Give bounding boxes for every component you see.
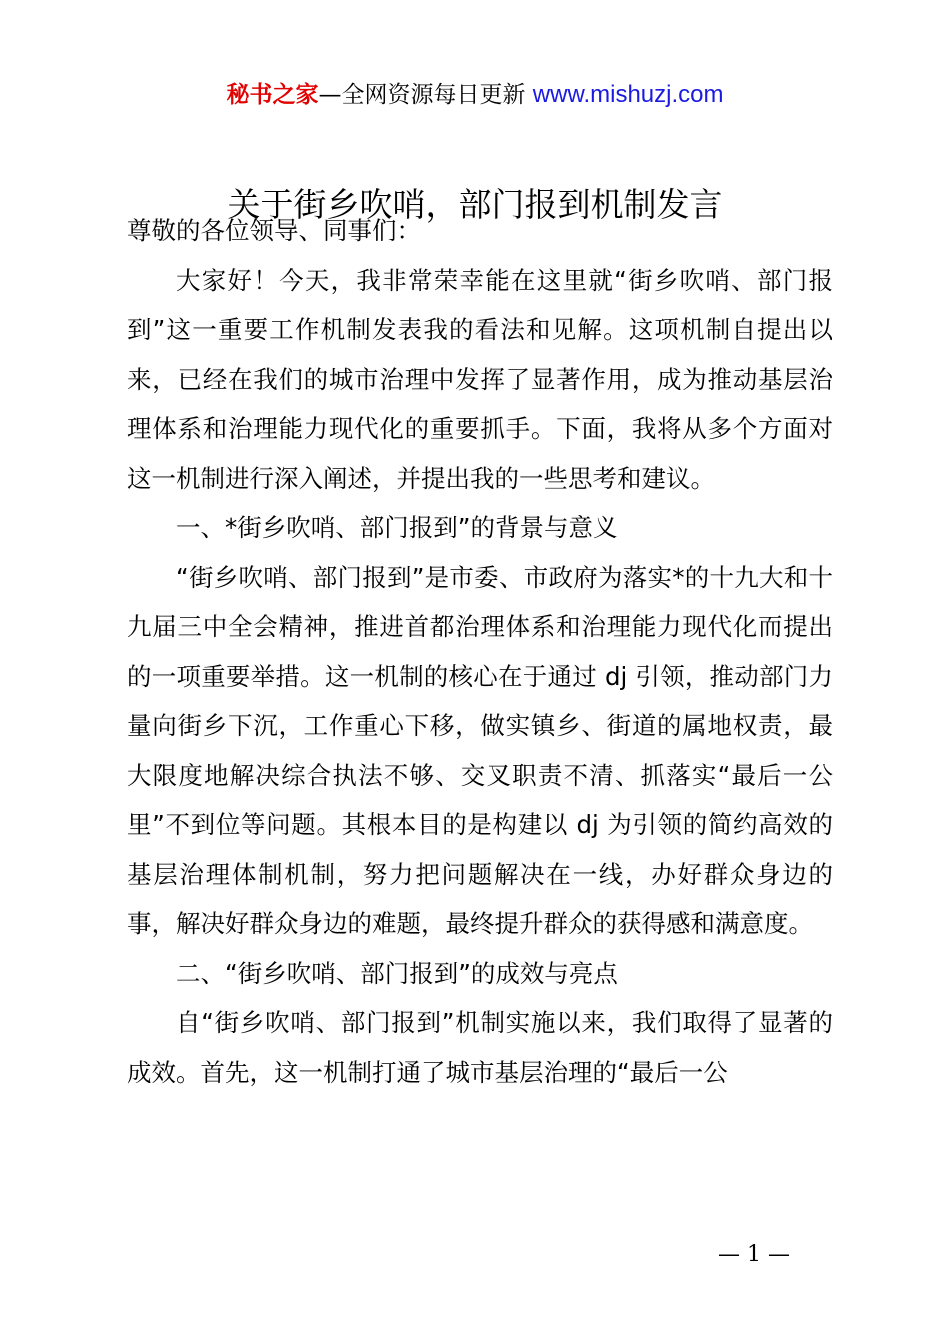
document-title: 关于街乡吹哨，部门报到机制发言 (227, 185, 723, 224)
section-heading-2: 二、“街乡吹哨、部门报到”的成效与亮点 (176, 958, 618, 988)
paragraph-results: 自“街乡吹哨、部门报到”机制实施以来，我们取得了显著的成效。首先，这一机制打通了城市基层治理的“最后一公 (127, 1008, 833, 1087)
site-url-link[interactable]: www.mishuzj.com (532, 81, 724, 108)
section-heading-1: 一、*街乡吹哨、部门报到”的背景与意义 (176, 513, 618, 542)
site-banner (0, 78, 950, 112)
paragraph-intro: 大家好！今天，我非常荣幸能在这里就“街乡吹哨、部门报到”这一重要工作机制发表我的看法和见解。这项机制自提出以来，已经在我们的城市治理中发挥了显著作用，成为推动基层治理体系和治理能力现代化的重要抓手。下面，我将从多个方面对这一机制进行深入阐述，并提出我的一些思考和建议。 (127, 265, 833, 493)
greeting-line: 尊敬的各位领导、同事们： (127, 216, 421, 245)
site-tagline: —全网资源每日更新 (318, 82, 533, 108)
site-brand-name: 秘书之家 (226, 82, 319, 108)
document-body (127, 206, 833, 1097)
paragraph-background: “街乡吹哨、部门报到”是市委、市政府为落实*的十九大和十九届三中全会精神，推进首都治理体系和治理能力现代化而提出的一项重要举措。这一机制的核心在于通过 dj 引领，推动部门力量向街乡下沉，工作重心下移，做实镇乡、街道的属地权责，最大限度地解决综合执法不够、交叉职责不清、抓落实“最后一公里”不到位等问题。其根本目的是构建以 dj 为引领的简约高效的基层治理体制机制，努力把问题解决在一线，办好群众身边的事，解决好群众身边的难题，最终提升群众的获得感和满意度。 (127, 562, 833, 938)
page-number: — 1 — (718, 1242, 790, 1267)
